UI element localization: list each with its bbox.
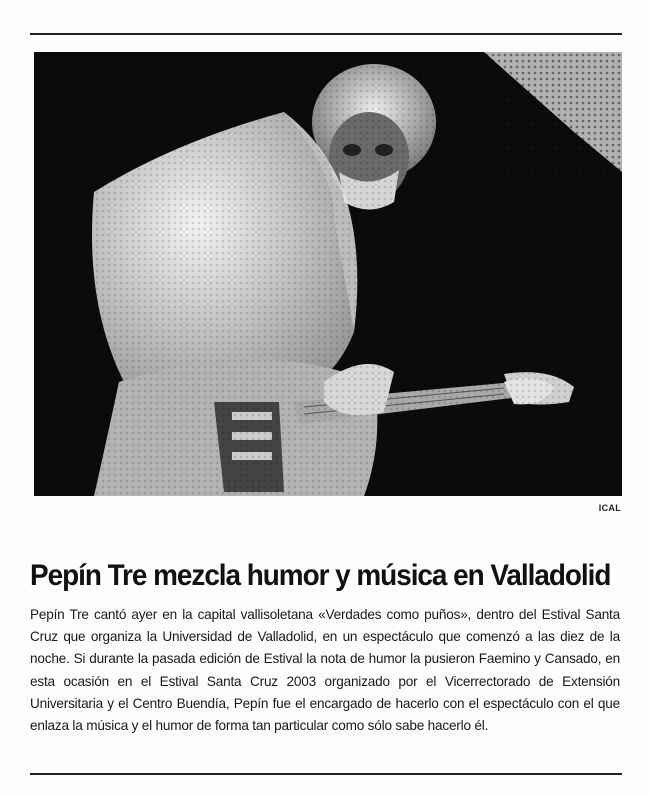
photo-credit: ICAL (598, 503, 621, 513)
article-headline: Pepín Tre mezcla humor y música en Valladolid (30, 559, 611, 592)
article-photo (34, 52, 622, 496)
top-divider (30, 33, 622, 35)
bottom-divider (30, 773, 622, 775)
guitarist-photo-illustration (34, 52, 622, 496)
article-body: Pepín Tre cantó ayer en la capital vallisoletana «Verdades como puños», dentro del Estival Santa Cruz que organiza la Universidad de Valladolid, en un espectáculo que comenzó a las diez de la noche. Si durante la pasada edición de Estival la nota de humor la pusieron Faemino y Cansado, en esta ocasión en el Estival Santa Cruz 2003 organizado por el Vicerrectorado de Extensión Universitaria y el Centro Buendía, Pepín fue el encargado de hacerlo con el espectáculo con el que enlaza la música y el humor de forma tan particular como sólo sabe hacerlo él. (30, 607, 620, 734)
